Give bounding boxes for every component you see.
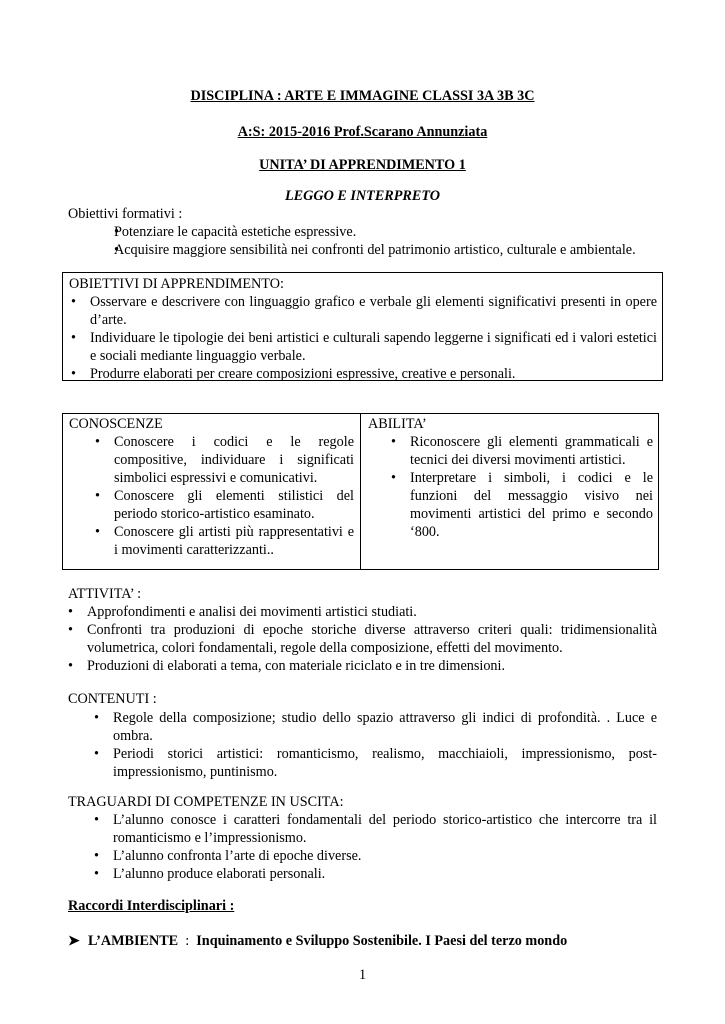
list-item: • Conoscere gli elementi stilistici del periodo storico-artistico esaminato. — [90, 487, 354, 523]
list-item: • L’alunno conosce i caratteri fondamentali del periodo storico-artistico che intercorre tra il romanticismo e l’impressionismo. — [89, 811, 657, 847]
document-title: DISCIPLINA : ARTE E IMMAGINE CLASSI 3A 3B 3C — [190, 88, 535, 104]
list-item: • Interpretare i simboli, i codici e le funzioni del messaggio visivo nei movimenti artistici del primo e secondo ‘800. — [386, 469, 653, 541]
list-item: • Periodi storici artistici: romanticismo, realismo, macchiaioli, impressionismo, post-impressionismo, puntinismo. — [89, 745, 657, 781]
obiettivi-formativi-list — [90, 223, 660, 259]
list-item: • L’alunno produce elaborati personali. — [89, 865, 657, 883]
list-item: • Produzioni di elaborati a tema, con materiale riciclato e in tre dimensioni. — [64, 657, 657, 675]
ambiente-label: L’AMBIENTE — [88, 933, 179, 949]
list-item: • Conoscere i codici e le regole compositive, individuare i significati simbolici espressivi e comunicativi. — [90, 433, 354, 487]
arrow-bullet-icon: ➤ — [68, 933, 80, 949]
list-item: • Individuare le tipologie dei beni artistici e culturali sapendo leggerne i significati ed i valori estetici e sociali mediante linguaggio verbale. — [67, 329, 657, 365]
traguardi-list — [89, 811, 657, 883]
attivita-label: ATTIVITA’ : — [68, 586, 142, 602]
list-item: • L’alunno confronta l’arte di epoche diverse. — [89, 847, 657, 865]
list-item: • Potenziare le capacità estetiche espressive. — [90, 223, 660, 241]
traguardi-label: TRAGUARDI DI COMPETENZE IN USCITA: — [68, 794, 344, 810]
list-item: • Produrre elaborati per creare composizioni espressive, creative e personali. — [67, 365, 657, 383]
list-item: • Regole della composizione; studio dello spazio attraverso gli indici di profondità. . Luce e ombra. — [89, 709, 657, 745]
unit-subtitle: LEGGO E INTERPRETO — [284, 188, 441, 204]
page-number: 1 — [358, 967, 367, 983]
obiettivi-apprendimento-label: OBIETTIVI DI APPRENDIMENTO: — [69, 276, 284, 292]
contenuti-label: CONTENUTI : — [68, 691, 157, 707]
list-item: • Riconoscere gli elementi grammaticali e tecnici dei diversi movimenti artistici. — [386, 433, 653, 469]
school-year-teacher: A:S: 2015-2016 Prof.Scarano Annunziata — [237, 124, 488, 140]
table-divider — [360, 414, 361, 569]
abilita-label: ABILITA’ — [368, 416, 427, 432]
conoscenze-list — [90, 433, 354, 559]
list-item: • Approfondimenti e analisi dei movimenti artistici studiati. — [64, 603, 657, 621]
list-item: • Osservare e descrivere con linguaggio grafico e verbale gli elementi significativi presenti in opere d’arte. — [67, 293, 657, 329]
obiettivi-apprendimento-box — [62, 272, 663, 381]
attivita-list — [64, 603, 657, 675]
raccordi-label: Raccordi Interdisciplinari : — [68, 898, 235, 914]
list-item: • Acquisire maggiore sensibilità nei confronti del patrimonio artistico, culturale e ambientale. — [90, 241, 660, 259]
ambiente-text: Inquinamento e Sviluppo Sostenibile. I Paesi del terzo mondo — [196, 933, 568, 949]
unit-title: UNITA’ DI APPRENDIMENTO 1 — [259, 157, 466, 173]
contenuti-list — [89, 709, 657, 781]
obiettivi-formativi-label: Obiettivi formativi : — [68, 206, 183, 222]
list-item: • Confronti tra produzioni di epoche storiche diverse attraverso criteri quali: tridimensionalità volumetrica, colori fondamentali, regole della composizione, effetti del movimento. — [64, 621, 657, 657]
ambiente-line — [68, 932, 567, 950]
obiettivi-apprendimento-list — [67, 293, 657, 383]
abilita-list — [386, 433, 653, 541]
conoscenze-label: CONOSCENZE — [69, 416, 163, 432]
ambiente-separator: : — [185, 933, 190, 949]
conoscenze-abilita-table — [62, 413, 659, 570]
list-item: • Conoscere gli artisti più rappresentativi e i movimenti caratterizzanti.. — [90, 523, 354, 559]
